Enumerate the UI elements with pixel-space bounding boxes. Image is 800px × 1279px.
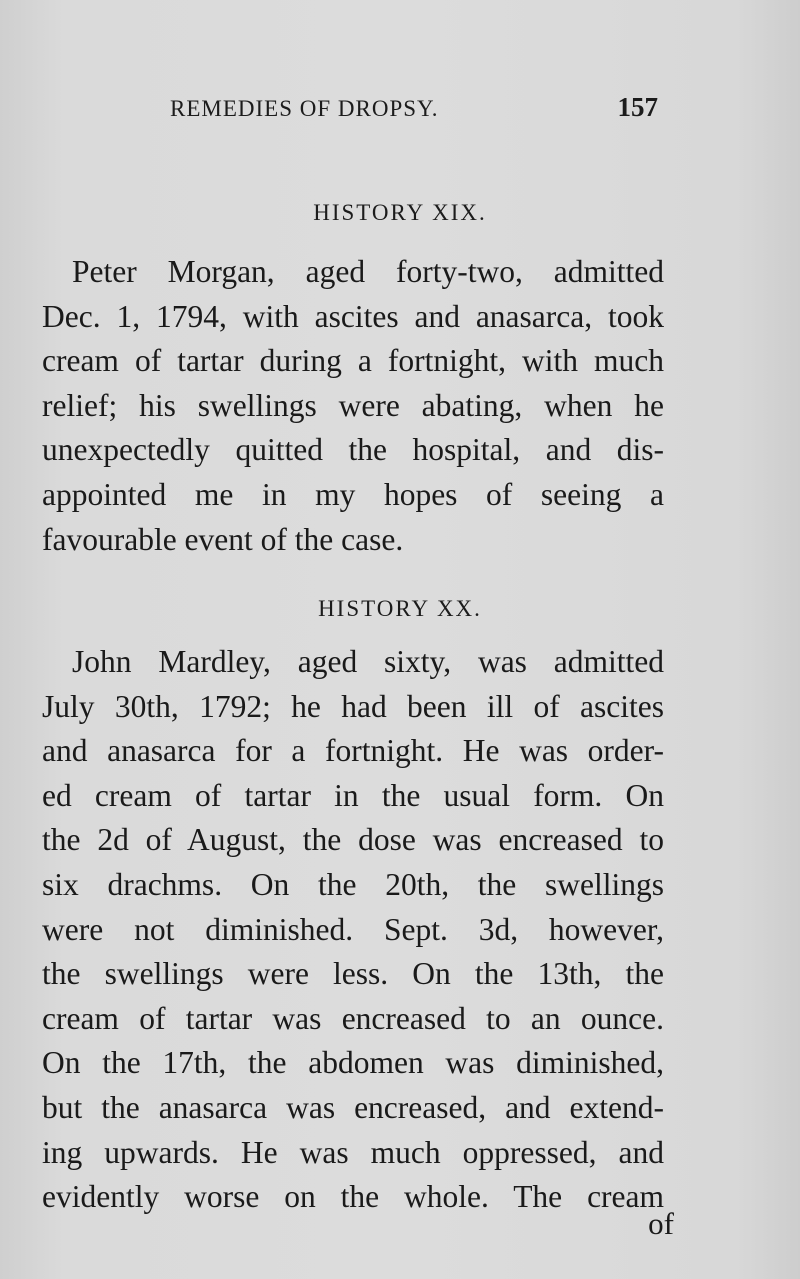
page-number: 157 (617, 92, 658, 122)
text-line: six drachms. On the 20th, the swellings (42, 866, 664, 902)
text-line: the swellings were less. On the 13th, the (42, 956, 664, 992)
text-line: cream of tartar during a fortnight, with much (42, 343, 664, 379)
text-line: favourable event of the case. (42, 521, 404, 557)
text-line: Peter Morgan, aged forty-two, admitted (72, 254, 664, 289)
text-line: ed cream of tartar in the usual form. On (42, 777, 664, 813)
running-head: REMEDIES OF DROPSY. (170, 96, 439, 121)
paragraph-history-xx (42, 640, 664, 1220)
text-line: were not diminished. Sept. 3d, however, (42, 911, 664, 947)
paragraph-history-xix (42, 250, 664, 562)
section-heading-history-xx: HISTORY XX. (318, 596, 482, 621)
page-header (170, 92, 658, 136)
catchword: of (648, 1206, 674, 1241)
section-heading-history-xix: HISTORY XIX. (313, 200, 487, 225)
text-line: ing upwards. He was much oppressed, and (42, 1134, 664, 1170)
text-line: John Mardley, aged sixty, was admitted (72, 644, 664, 679)
text-line: unexpectedly quitted the hospital, and dis- (42, 432, 664, 468)
text-line: On the 17th, the abdomen was diminished, (42, 1045, 664, 1081)
text-line: appointed me in my hopes of seeing a (42, 476, 664, 512)
text-line: relief; his swellings were abating, when he (42, 387, 664, 423)
text-line: and anasarca for a fortnight. He was order- (42, 733, 664, 769)
text-line: cream of tartar was encreased to an ounce. (42, 1000, 664, 1036)
text-line: Dec. 1, 1794, with ascites and anasarca, took (42, 298, 664, 334)
text-line: but the anasarca was encreased, and extend- (42, 1089, 664, 1125)
text-line: the 2d of August, the dose was encreased to (42, 822, 664, 858)
text-line: July 30th, 1792; he had been ill of ascites (42, 688, 664, 724)
text-line: evidently worse on the whole. The cream (42, 1179, 664, 1215)
